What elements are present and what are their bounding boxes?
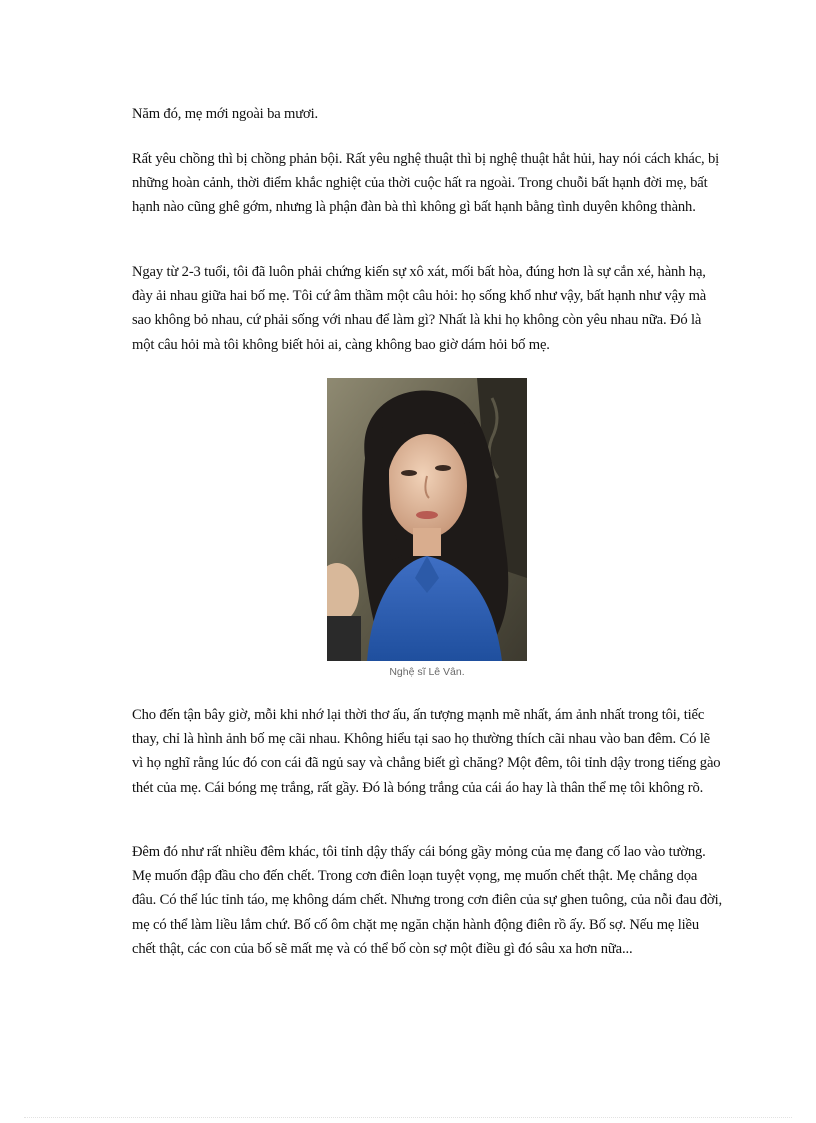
page-bottom-divider [24, 1117, 792, 1118]
paragraph: Ngay từ 2-3 tuổi, tôi đã luôn phải chứng kiến sự xô xát, mối bất hòa, đúng hơn là sự cắn xé, hành hạ, đày ải nhau giữa hai bố mẹ. Tôi cứ âm thầm một câu hỏi: họ sống khổ như vậy, bất hạnh như vậy mà sao không bỏ nhau, cứ phải sống với nhau để làm gì? Nhất là khi họ không còn yêu nhau nữa. Đó là một câu hỏi mà tôi không biết hỏi ai, càng không bao giờ dám hỏi bố mẹ. [132, 264, 707, 353]
paragraph: Năm đó, mẹ mới ngoài ba mươi. [132, 106, 318, 122]
paragraph: Đêm đó như rất nhiều đêm khác, tôi tỉnh dậy thấy cái bóng gầy mỏng của mẹ đang cố lao vào tường. Mẹ muốn đập đầu cho đến chết. Trong cơn điên loạn tuyệt vọng, mẹ muốn chết thật. Mẹ chẳng dọa đâu. Có thể lúc tỉnh táo, mẹ không dám chết. Nhưng trong cơn điên của sự ghen tuông, của nỗi đau đời, mẹ có thể làm liều lắm chứ. Bố cố ôm chặt mẹ ngăn chặn hành động điên rồ ấy. Bố sợ. Nếu mẹ liều chết thật, các con của bố sẽ mất mẹ và có thể bố còn sợ một điều gì đó sâu xa hơn nữa... [132, 844, 722, 957]
portrait-photo [327, 378, 527, 661]
photo-caption: Nghệ sĩ Lê Vân. [389, 666, 465, 678]
paragraph: Cho đến tận bây giờ, mỗi khi nhớ lại thời thơ ấu, ấn tượng mạnh mẽ nhất, ám ảnh nhất trong tôi, tiếc thay, chỉ là hình ảnh bố mẹ cãi nhau. Không hiểu tại sao họ thường thích cãi nhau vào ban đêm. Có lẽ vì họ nghĩ rằng lúc đó con cái đã ngủ say và chẳng biết gì chăng? Một đêm, tôi tỉnh dậy trong tiếng gào thét của mẹ. Cái bóng mẹ trắng, rất gầy. Đó là bóng trắng của cái áo hay là thân thể mẹ tôi không rõ. [132, 707, 721, 796]
paragraph: Rất yêu chồng thì bị chồng phản bội. Rất yêu nghệ thuật thì bị nghệ thuật hắt hủi, hay nói cách khác, bị những hoàn cảnh, thời điểm khắc nghiệt của thời cuộc hất ra ngoài. Trong chuỗi bất hạnh đời mẹ, bất hạnh nào cũng ghê gớm, nhưng là phận đàn bà thì không gì bất hạnh bằng tình duyên không thành. [132, 151, 720, 216]
